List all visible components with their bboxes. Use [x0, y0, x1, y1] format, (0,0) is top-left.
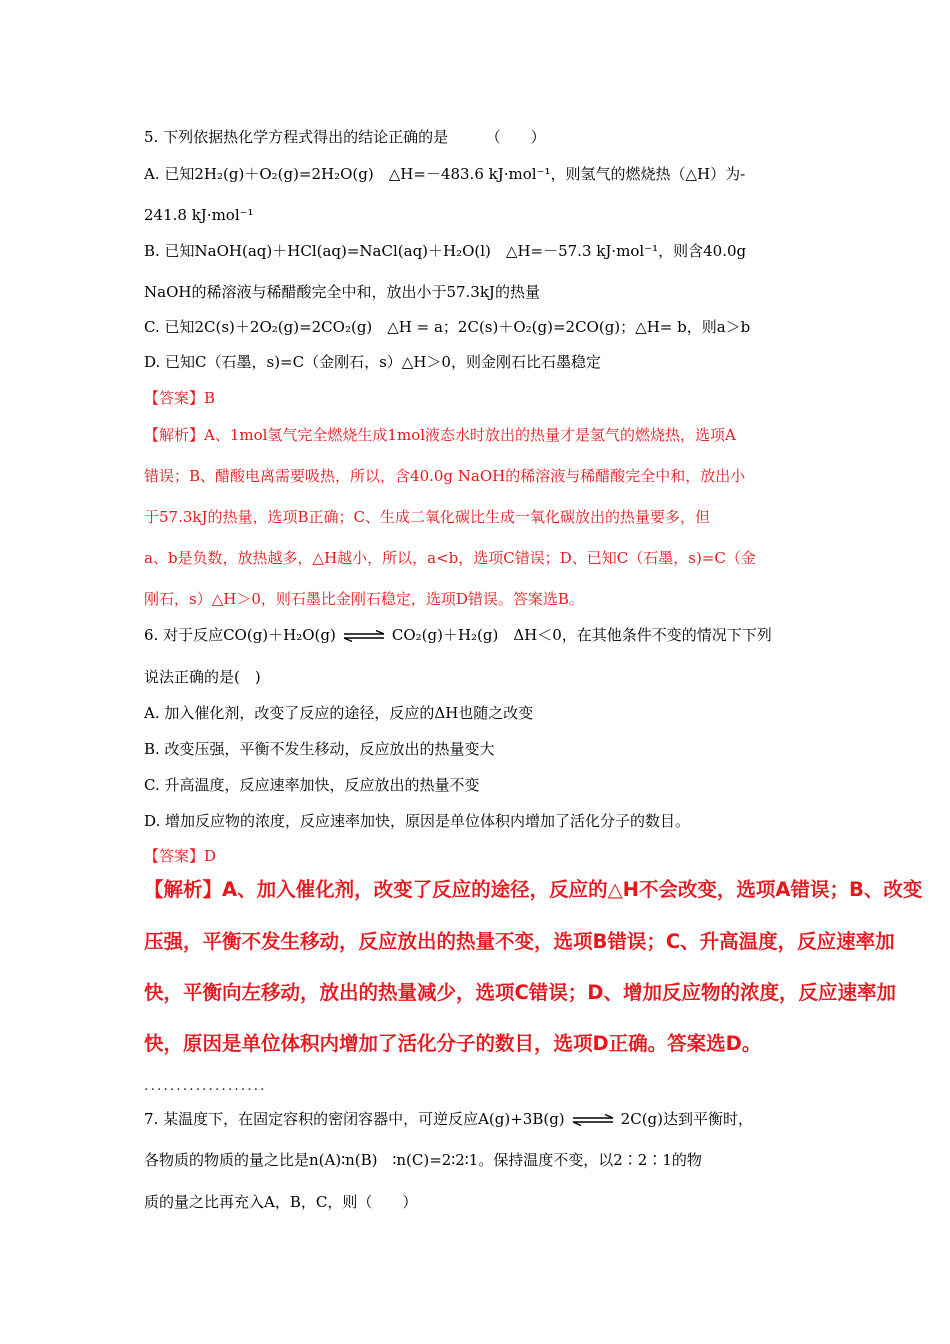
q5-stem: 5. 下列依据热化学方程式得出的结论正确的是 （ ） [144, 128, 546, 146]
q5-explanation-line3: 于57.3kJ的热量，选项B正确；C、生成二氧化碳比生成一氧化碳放出的热量要多，但 [144, 508, 711, 526]
q7-stem-left: 7. 某温度下，在固定容积的密闭容器中，可逆反应A(g)+3B(g) [144, 1110, 565, 1128]
q6-explanation-line4: 快，原因是单位体积内增加了活化分子的数目，选项D正确。答案选D。 [144, 1032, 762, 1055]
q5-option-a-line2: 241.8 kJ·mol⁻¹ [144, 206, 254, 224]
q5-option-a-line1: A. 已知2H₂(g)＋O₂(g)=2H₂O(g) △H=－483.6 kJ·mol⁻¹，则氢气的燃烧热（△H）为- [144, 165, 746, 183]
q6-answer: 【答案】D [144, 847, 217, 865]
q7-stem-line2: 各物质的物质的量之比是n(A)∶n(B) ∶n(C)=2∶2∶1。保持温度不变，以2∶2∶1的物 [144, 1151, 702, 1169]
q6-stem-line1 [144, 625, 772, 645]
equilibrium-arrow-icon [342, 630, 386, 642]
separator-dots: ................... [144, 1078, 267, 1094]
q5-explanation-line5: 刚石，s）△H＞0，则石墨比金刚石稳定，选项D错误。答案选B。 [144, 590, 584, 608]
q7-stem-line1 [144, 1109, 753, 1129]
q6-option-d: D. 增加反应物的浓度，反应速率加快，原因是单位体积内增加了活化分子的数目。 [144, 812, 691, 830]
q7-stem-line3: 质的量之比再充入A，B，C，则（ ） [144, 1193, 418, 1211]
q6-explanation-line2: 压强，平衡不发生移动，反应放出的热量不变，选项B错误；C、升高温度，反应速率加 [144, 930, 895, 953]
q6-stem-right: CO₂(g)＋H₂(g) ΔH＜0，在其他条件不变的情况下下列 [391, 626, 772, 644]
q6-explanation-line3: 快，平衡向左移动，放出的热量减少，选项C错误；D、增加反应物的浓度，反应速率加 [144, 981, 896, 1004]
q6-option-a: A. 加入催化剂，改变了反应的途径，反应的ΔH也随之改变 [144, 704, 534, 722]
q5-option-d: D. 已知C（石墨，s)=C（金刚石，s）△H＞0，则金刚石比石墨稳定 [144, 353, 601, 371]
q5-explanation-line1: 【解析】A、1mol氢气完全燃烧生成1mol液态水时放出的热量才是氢气的燃烧热，选项A [144, 426, 736, 444]
equilibrium-arrow-icon [571, 1114, 615, 1126]
q5-answer: 【答案】B [144, 389, 216, 407]
q6-stem-left: 6. 对于反应CO(g)＋H₂O(g) [144, 626, 336, 644]
q5-explanation-line2: 错误；B、醋酸电离需要吸热，所以，含40.0g NaOH的稀溶液与稀醋酸完全中和，放出小 [144, 467, 746, 485]
q6-stem-line2: 说法正确的是( ) [144, 668, 261, 686]
q5-option-c: C. 已知2C(s)＋2O₂(g)=2CO₂(g) △H = a；2C(s)＋O₂(g)=2CO(g)；△H= b，则a＞b [144, 318, 751, 336]
q6-explanation-line1: 【解析】A、加入催化剂，改变了反应的途径，反应的△H不会改变，选项A错误；B、改变 [144, 878, 923, 901]
q5-option-b-line1: B. 已知NaOH(aq)＋HCl(aq)=NaCl(aq)＋H₂O(l) △H=－57.3 kJ·mol⁻¹，则含40.0g [144, 242, 747, 260]
q7-stem-right: 2C(g)达到平衡时， [620, 1110, 753, 1128]
q6-option-b: B. 改变压强，平衡不发生移动，反应放出的热量变大 [144, 740, 495, 758]
q5-explanation-line4: a、b是负数，放热越多，△H越小，所以，a<b，选项C错误；D、已知C（石墨，s)=C（金 [144, 549, 756, 567]
q6-option-c: C. 升高温度，反应速率加快，反应放出的热量不变 [144, 776, 480, 794]
q5-option-b-line2: NaOH的稀溶液与稀醋酸完全中和，放出小于57.3kJ的热量 [144, 283, 540, 301]
